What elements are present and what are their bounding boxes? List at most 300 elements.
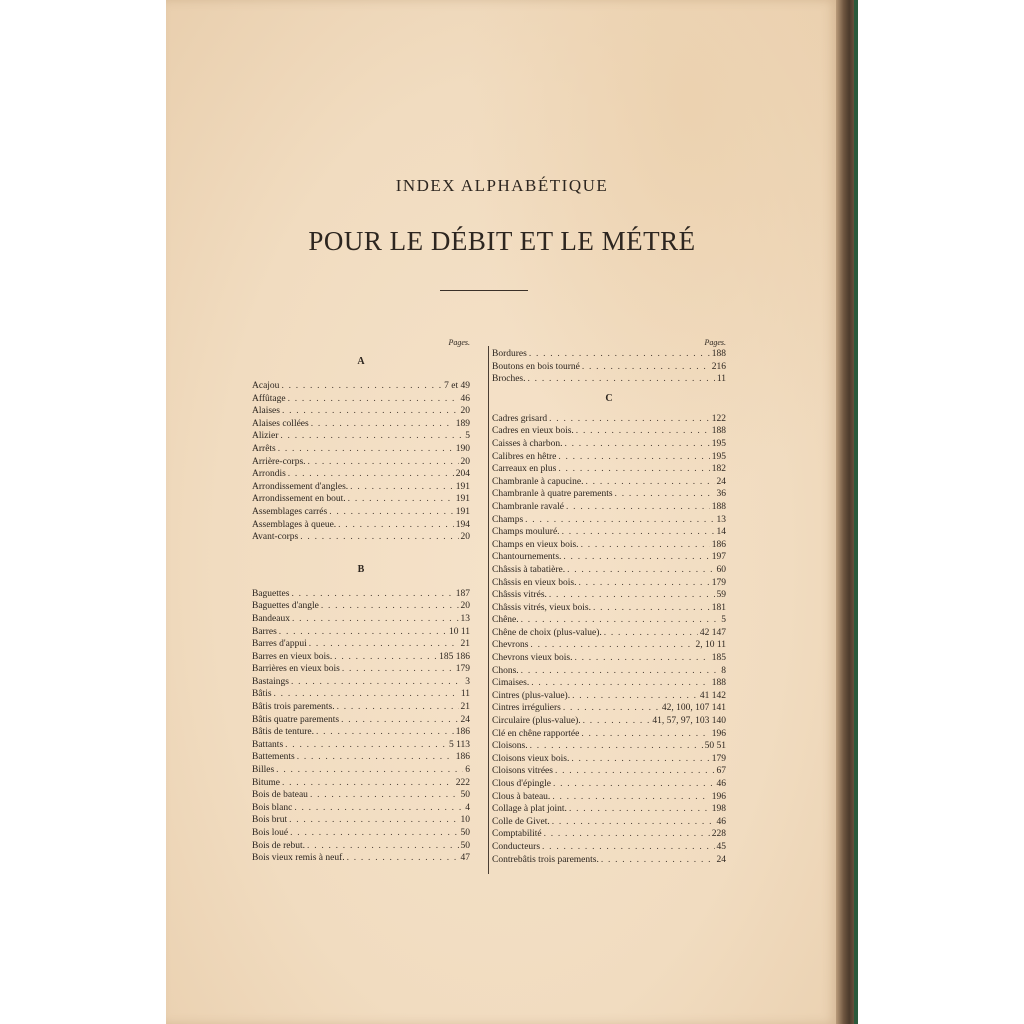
index-left-column (252, 338, 470, 865)
entry-name: Boutons en bois tourné (492, 361, 580, 372)
entry-name: Bois brut (252, 815, 288, 826)
entry-pages: 191 (455, 494, 470, 505)
leader-dots (280, 430, 463, 443)
entry-pages: 197 (711, 552, 726, 563)
index-entry (492, 627, 726, 640)
index-entry (252, 638, 470, 651)
leader-dots (307, 840, 458, 853)
leader-dots (563, 551, 709, 564)
entry-name: Châssis à tabatière. (492, 564, 566, 575)
leader-dots (521, 665, 720, 678)
index-entry (252, 531, 470, 544)
entry-name: Colle de Givet. (492, 816, 550, 827)
entry-pages: 42, 100, 107 141 (661, 703, 726, 714)
entry-name: Carreaux en plus (492, 464, 557, 475)
entry-pages: 14 (716, 527, 726, 538)
entry-name: Alizier (252, 431, 279, 442)
entry-pages: 4 (465, 802, 470, 813)
entry-pages: 182 (711, 464, 726, 475)
entry-name: Arrière-corps. (252, 456, 306, 467)
index-entry (492, 438, 726, 451)
leader-dots (308, 456, 459, 469)
entry-name: Baguettes (252, 588, 290, 599)
entry-pages: 21 (460, 702, 470, 713)
index-entry (252, 519, 470, 532)
entry-name: Bastaings (252, 676, 289, 687)
entry-name: Barres en vieux bois. (252, 651, 333, 662)
entry-name: Cimaises. (492, 678, 530, 689)
index-entry (492, 514, 726, 527)
index-entry (492, 488, 726, 501)
entry-pages: 50 (460, 828, 470, 838)
leader-dots (338, 519, 454, 532)
leader-dots (530, 740, 703, 753)
index-entry (252, 493, 470, 506)
leader-dots (348, 493, 454, 506)
entry-pages: 185 186 (439, 651, 470, 662)
index-entry (252, 600, 470, 613)
entry-name: Châssis en vieux bois. (492, 577, 577, 588)
leader-dots (294, 802, 463, 815)
entry-pages: 179 (711, 577, 726, 588)
index-entry (252, 840, 470, 853)
leader-dots (342, 663, 454, 676)
index-entry (492, 765, 726, 778)
leader-dots (337, 701, 459, 714)
entry-name: Cintres (plus-value). (492, 690, 571, 701)
entry-pages: 24 (716, 476, 726, 487)
leader-dots (552, 791, 709, 804)
entry-name: Chevrons (492, 640, 529, 651)
leader-dots (581, 539, 710, 552)
entry-name: Bois blanc (252, 802, 293, 813)
leader-dots (525, 514, 714, 527)
leader-dots (292, 613, 459, 626)
entry-pages: 46 (716, 779, 726, 789)
leader-dots (276, 764, 463, 777)
index-title: POUR LE DÉBIT ET LE MÉTRÉ (308, 226, 696, 256)
pages-header: Pages. (704, 338, 726, 347)
entry-pages: 122 (711, 413, 726, 424)
entry-name: Bâtis (252, 689, 272, 700)
entry-name: Battements (252, 752, 295, 763)
entry-name: Bandeaux (252, 613, 290, 624)
index-entry (252, 588, 470, 601)
entry-pages: 188 (711, 678, 726, 689)
entry-name: Bois vieux remis à neuf. (252, 853, 345, 864)
entry-name: Arrêts (252, 443, 276, 454)
index-entry (492, 828, 726, 841)
index-entry (252, 651, 470, 664)
entry-pages: 216 (711, 361, 726, 372)
index-entry (252, 626, 470, 639)
entry-pages: 186 (711, 539, 726, 550)
entry-name: Conducteurs (492, 841, 541, 852)
entry-pages: 20 (460, 601, 470, 612)
leader-dots (321, 600, 459, 613)
leader-dots (309, 638, 459, 651)
index-entry (492, 652, 726, 665)
column-divider (488, 346, 489, 874)
entry-pages: 36 (716, 489, 726, 500)
index-entry (492, 564, 726, 577)
entry-pages: 179 (711, 753, 726, 764)
entry-name: Billes (252, 765, 275, 776)
index-entry (492, 526, 726, 539)
entry-pages: 46 (716, 816, 726, 827)
entry-name: Cloisons. (492, 741, 528, 752)
entry-pages: 188 (711, 426, 726, 437)
entry-pages: 45 (716, 841, 726, 852)
leader-dots (576, 425, 710, 438)
entry-pages: 2, 10 11 (695, 640, 726, 651)
index-entry (252, 443, 470, 456)
entry-pages: 186 (455, 752, 470, 763)
entry-name: Arrondis (252, 469, 286, 480)
entry-pages: 196 (711, 728, 726, 739)
entry-pages: 20 (460, 456, 470, 467)
entry-pages: 59 (716, 590, 726, 601)
entry-pages: 189 (455, 418, 470, 429)
entry-pages: 13 (460, 613, 470, 624)
leader-dots (329, 506, 454, 519)
entry-pages: 195 (711, 438, 726, 449)
entry-name: Chêne de choix (plus-value). (492, 627, 602, 638)
entry-name: Cloisons vitrées (492, 766, 553, 777)
index-right-column (492, 338, 726, 866)
entry-pages: 13 (716, 514, 726, 525)
section-letter: B (357, 563, 365, 575)
index-entry (492, 639, 726, 652)
leader-dots (572, 690, 698, 703)
leader-dots (274, 688, 459, 701)
index-entry (492, 614, 726, 627)
entry-name: Cloisons vieux bois. (492, 753, 570, 764)
entry-pages: 181 (711, 602, 726, 613)
index-entry (252, 613, 470, 626)
entry-pages: 190 (455, 443, 470, 454)
leader-dots (601, 854, 715, 867)
index-entry (492, 715, 726, 728)
index-entry (492, 816, 726, 829)
entry-pages: 21 (460, 639, 470, 650)
index-subtitle: INDEX ALPHABÉTIQUE (395, 176, 609, 195)
entry-name: Avant-corps (252, 532, 299, 543)
index-entry (492, 803, 726, 816)
leader-dots (530, 639, 693, 652)
entry-pages: 188 (711, 349, 726, 359)
index-entry (492, 702, 726, 715)
entry-pages: 187 (455, 588, 470, 599)
entry-pages: 179 (455, 664, 470, 675)
index-entry (492, 791, 726, 804)
entry-pages: 60 (716, 564, 726, 575)
leader-dots (285, 739, 447, 752)
entry-name: Bois de bateau (252, 790, 308, 801)
leader-dots (521, 614, 720, 627)
entry-pages: 20 (460, 406, 470, 417)
entry-name: Affûtage (252, 393, 286, 404)
leader-dots (290, 827, 458, 840)
entry-name: Bâtis de tenture. (252, 727, 314, 738)
entry-name: Chambranle à quatre parements (492, 489, 613, 500)
index-entry (252, 688, 470, 701)
index-entry (492, 740, 726, 753)
leader-dots (291, 676, 463, 689)
index-entry (252, 456, 470, 469)
leader-dots (564, 438, 709, 451)
entry-pages: 47 (460, 853, 470, 864)
index-entry (492, 425, 726, 438)
index-entry (252, 814, 470, 827)
entry-name: Arrondissement en bout. (252, 494, 346, 505)
entry-name: Collage à plat joint. (492, 804, 567, 815)
index-entry (252, 418, 470, 431)
index-entry (252, 751, 470, 764)
entry-pages: 50 51 (704, 741, 726, 752)
index-entry (492, 348, 726, 361)
leader-dots (341, 714, 458, 727)
leader-dots (282, 405, 459, 418)
leader-dots (578, 577, 709, 590)
index-entry (492, 451, 726, 464)
entry-name: Bois loué (252, 828, 289, 838)
entry-pages: 24 (460, 714, 470, 725)
leader-dots (583, 715, 651, 728)
book-binding (836, 0, 858, 1024)
entry-name: Battants (252, 739, 284, 750)
index-entry (252, 852, 470, 865)
leader-dots (558, 463, 709, 476)
leader-dots (581, 728, 709, 741)
section-letter: A (357, 356, 365, 367)
leader-dots (555, 765, 715, 778)
leader-dots (529, 348, 710, 361)
leader-dots (281, 380, 442, 393)
entry-name: Clous d'épingle (492, 779, 551, 789)
leader-dots (549, 413, 710, 426)
entry-pages: 11 (716, 374, 726, 385)
leader-dots (288, 393, 459, 406)
index-entry (252, 405, 470, 418)
entry-pages: 24 (716, 854, 726, 865)
entry-pages: 195 (711, 451, 726, 462)
leader-dots (552, 816, 715, 829)
leader-dots (291, 588, 453, 601)
leader-dots (347, 852, 459, 865)
index-entry (252, 676, 470, 689)
entry-name: Clé en chêne rapportée (492, 728, 580, 739)
entry-pages: 3 (465, 676, 470, 687)
index-entry (492, 665, 726, 678)
entry-name: Chêne. (492, 615, 519, 626)
index-entry (492, 841, 726, 854)
entry-name: Assemblages à queue. (252, 519, 337, 530)
entry-pages: 10 11 (448, 626, 470, 637)
leader-dots (586, 476, 715, 489)
index-entry (492, 476, 726, 489)
index-entry (492, 361, 726, 374)
index-entry (252, 764, 470, 777)
entry-name: Bitume (252, 777, 280, 788)
index-entry (252, 726, 470, 739)
leader-dots (571, 753, 709, 766)
entry-name: Circulaire (plus-value). (492, 716, 581, 727)
leader-dots (544, 828, 710, 841)
entry-name: Châssis vitrés, vieux bois. (492, 602, 591, 613)
index-entry (492, 854, 726, 867)
leader-dots (279, 626, 447, 639)
leader-dots (563, 702, 660, 715)
index-entry (492, 413, 726, 426)
leader-dots (549, 589, 715, 602)
entry-name: Cintres irréguliers (492, 703, 561, 714)
pages-header: Pages. (448, 338, 470, 347)
entry-name: Barrières en vieux bois (252, 664, 340, 675)
leader-dots (282, 777, 454, 790)
leader-dots (528, 373, 715, 386)
index-entry (492, 577, 726, 590)
entry-pages: 188 (711, 501, 726, 512)
leader-dots (310, 789, 459, 802)
entry-pages: 11 (460, 689, 470, 700)
entry-name: Arrondissement d'angles. (252, 481, 349, 492)
entry-pages: 42 147 (699, 627, 726, 638)
leader-dots (574, 652, 709, 665)
entry-name: Chantournements. (492, 552, 562, 563)
entry-name: Alaises (252, 406, 280, 417)
entry-name: Chambranle ravalé (492, 501, 565, 512)
entry-pages: 222 (455, 777, 470, 788)
entry-name: Clous à bateau. (492, 791, 551, 802)
entry-pages: 50 (460, 840, 470, 851)
entry-pages: 6 (465, 765, 470, 776)
index-entry (252, 701, 470, 714)
index-entry (252, 393, 470, 406)
entry-name: Champs en vieux bois. (492, 539, 579, 550)
index-entry (492, 551, 726, 564)
index-entry (492, 677, 726, 690)
leader-dots (311, 418, 454, 431)
index-entry (252, 481, 470, 494)
entry-name: Caisses à charbon. (492, 438, 563, 449)
leader-dots (582, 361, 710, 374)
entry-name: Châssis vitrés. (492, 590, 547, 601)
entry-pages: 5 (721, 615, 726, 626)
entry-pages: 194 (455, 519, 470, 530)
entry-name: Chevrons vieux bois. (492, 653, 573, 664)
entry-pages: 8 (721, 665, 726, 676)
index-entry (252, 802, 470, 815)
entry-name: Bâtis trois parements. (252, 702, 335, 713)
index-entry (252, 506, 470, 519)
leader-dots (604, 627, 698, 640)
entry-pages: 41, 57, 97, 103 140 (652, 716, 726, 727)
index-entry (252, 827, 470, 840)
title-rule (440, 290, 528, 291)
leader-dots (297, 751, 454, 764)
index-entry (492, 753, 726, 766)
index-entry (492, 602, 726, 615)
leader-dots (300, 531, 458, 544)
entry-pages: 50 (460, 790, 470, 801)
index-entry (492, 728, 726, 741)
leader-dots (316, 726, 454, 739)
leader-dots (531, 677, 710, 690)
entry-pages: 41 142 (699, 690, 726, 701)
entry-name: Calibres en hêtre (492, 451, 557, 462)
index-entry (252, 430, 470, 443)
leader-dots (553, 778, 715, 791)
index-entry (492, 690, 726, 703)
leader-dots (288, 468, 454, 481)
index-entry (492, 539, 726, 552)
index-entry (252, 663, 470, 676)
entry-name: Comptabilité (492, 829, 542, 840)
entry-pages: 5 (465, 431, 470, 442)
index-entry (252, 714, 470, 727)
entry-pages: 185 (711, 653, 726, 664)
leader-dots (542, 841, 714, 854)
entry-name: Chons. (492, 665, 519, 676)
index-entry (492, 373, 726, 386)
entry-name: Alaises collées (252, 418, 309, 429)
entry-name: Barres (252, 626, 277, 637)
entry-name: Broches. (492, 374, 526, 385)
leader-dots (350, 481, 454, 494)
index-entry (252, 777, 470, 790)
entry-name: Assemblages carrés (252, 506, 328, 517)
leader-dots (593, 602, 710, 615)
entry-name: Cadres grisard (492, 413, 548, 424)
entry-pages: 186 (455, 727, 470, 738)
entry-pages: 10 (460, 815, 470, 826)
leader-dots (566, 501, 710, 514)
index-entry (252, 789, 470, 802)
entry-pages: 20 (460, 532, 470, 543)
entry-pages: 46 (460, 393, 470, 404)
entry-pages: 5 113 (448, 739, 470, 750)
entry-name: Contrebâtis trois parements. (492, 854, 599, 865)
section-letter: C (605, 392, 613, 404)
entry-name: Chambranle à capucine. (492, 476, 584, 487)
entry-name: Bordures (492, 349, 527, 359)
entry-pages: 204 (455, 469, 470, 480)
leader-dots (558, 451, 709, 464)
entry-pages: 7 et 49 (444, 381, 470, 391)
entry-name: Cadres en vieux bois. (492, 426, 574, 437)
leader-dots (569, 803, 710, 816)
leader-dots (615, 488, 715, 501)
index-entry (492, 589, 726, 602)
leader-dots (334, 651, 437, 664)
leader-dots (289, 814, 458, 827)
entry-name: Champs mouluré. (492, 527, 560, 538)
entry-pages: 67 (716, 766, 726, 777)
leader-dots (562, 526, 715, 539)
index-entry (252, 380, 470, 393)
index-entry (252, 739, 470, 752)
leader-dots (567, 564, 714, 577)
book-page (166, 0, 838, 1024)
index-entry (252, 468, 470, 481)
entry-pages: 196 (711, 791, 726, 802)
index-entry (492, 463, 726, 476)
entry-name: Baguettes d'angle (252, 601, 319, 612)
entry-name: Bois de rebut. (252, 840, 306, 851)
entry-name: Barres d'appui (252, 639, 307, 650)
entry-pages: 198 (711, 804, 726, 815)
